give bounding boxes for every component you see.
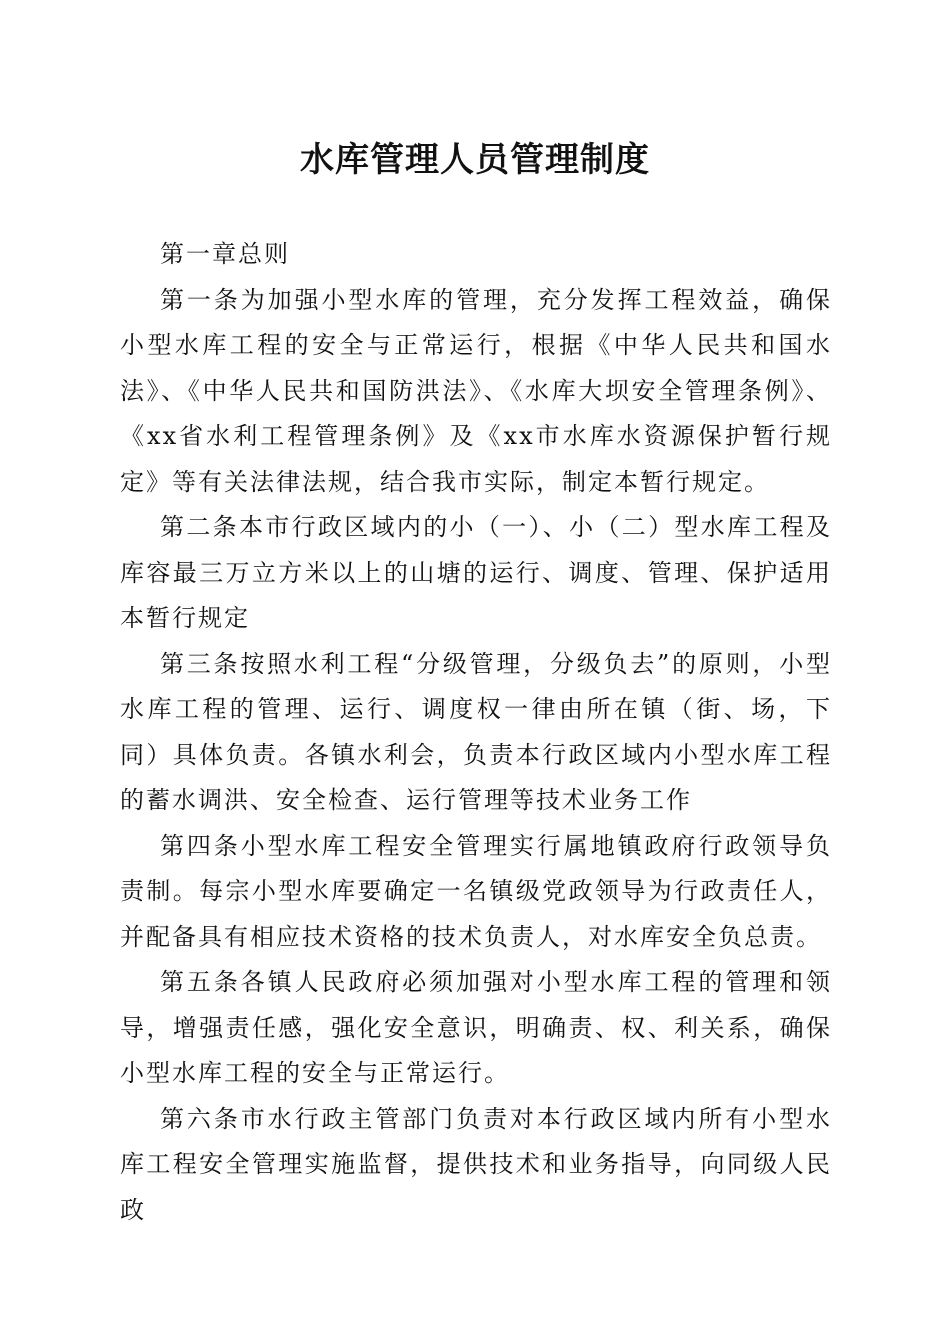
- article-6: 第六条市水行政主管部门负责对本行政区域内所有小型水库工程安全管理实施监督，提供技术和业务指导，向同级人民政: [120, 1104, 832, 1224]
- article-5: 第五条各镇人民政府必须加强对小型水库工程的管理和领导，增强责任感，强化安全意识，明确责、权、利关系，确保小型水库工程的安全与正常运行。: [120, 968, 832, 1087]
- document-title: 水库管理人员管理制度: [300, 140, 650, 180]
- article-4: 第四条小型水库工程安全管理实行属地镇政府行政领导负责制。每宗小型水库要确定一名镇级党政领导为行政责任人，并配备具有相应技术资格的技术负责人，对水库安全负总责。: [120, 831, 832, 951]
- article-1: 第一条为加强小型水库的管理，充分发挥工程效益，确保小型水库工程的安全与正常运行，根据《中华人民共和国水法》、《中华人民共和国防洪法》、《水库大坝安全管理条例》、《xx省水利工程管理条例》及《xx市水库水资源保护暂行规定》等有关法律法规，结合我市实际，制定本暂行规定。: [120, 285, 832, 496]
- article-2: 第二条本市行政区域内的小（一）、小（二）型水库工程及库容最三万立方米以上的山塘的运行、调度、管理、保护适用本暂行规定: [120, 513, 832, 632]
- document-body: [120, 232, 832, 1233]
- article-3: 第三条按照水利工程“分级管理，分级负去”的原则，小型水库工程的管理、运行、调度权一律由所在镇（街、场，下同）具体负责。各镇水利会，负责本行政区域内小型水库工程的蓄水调洪、安全检查、运行管理等技术业务工作: [120, 649, 832, 814]
- chapter-heading: 第一章总则: [160, 240, 290, 268]
